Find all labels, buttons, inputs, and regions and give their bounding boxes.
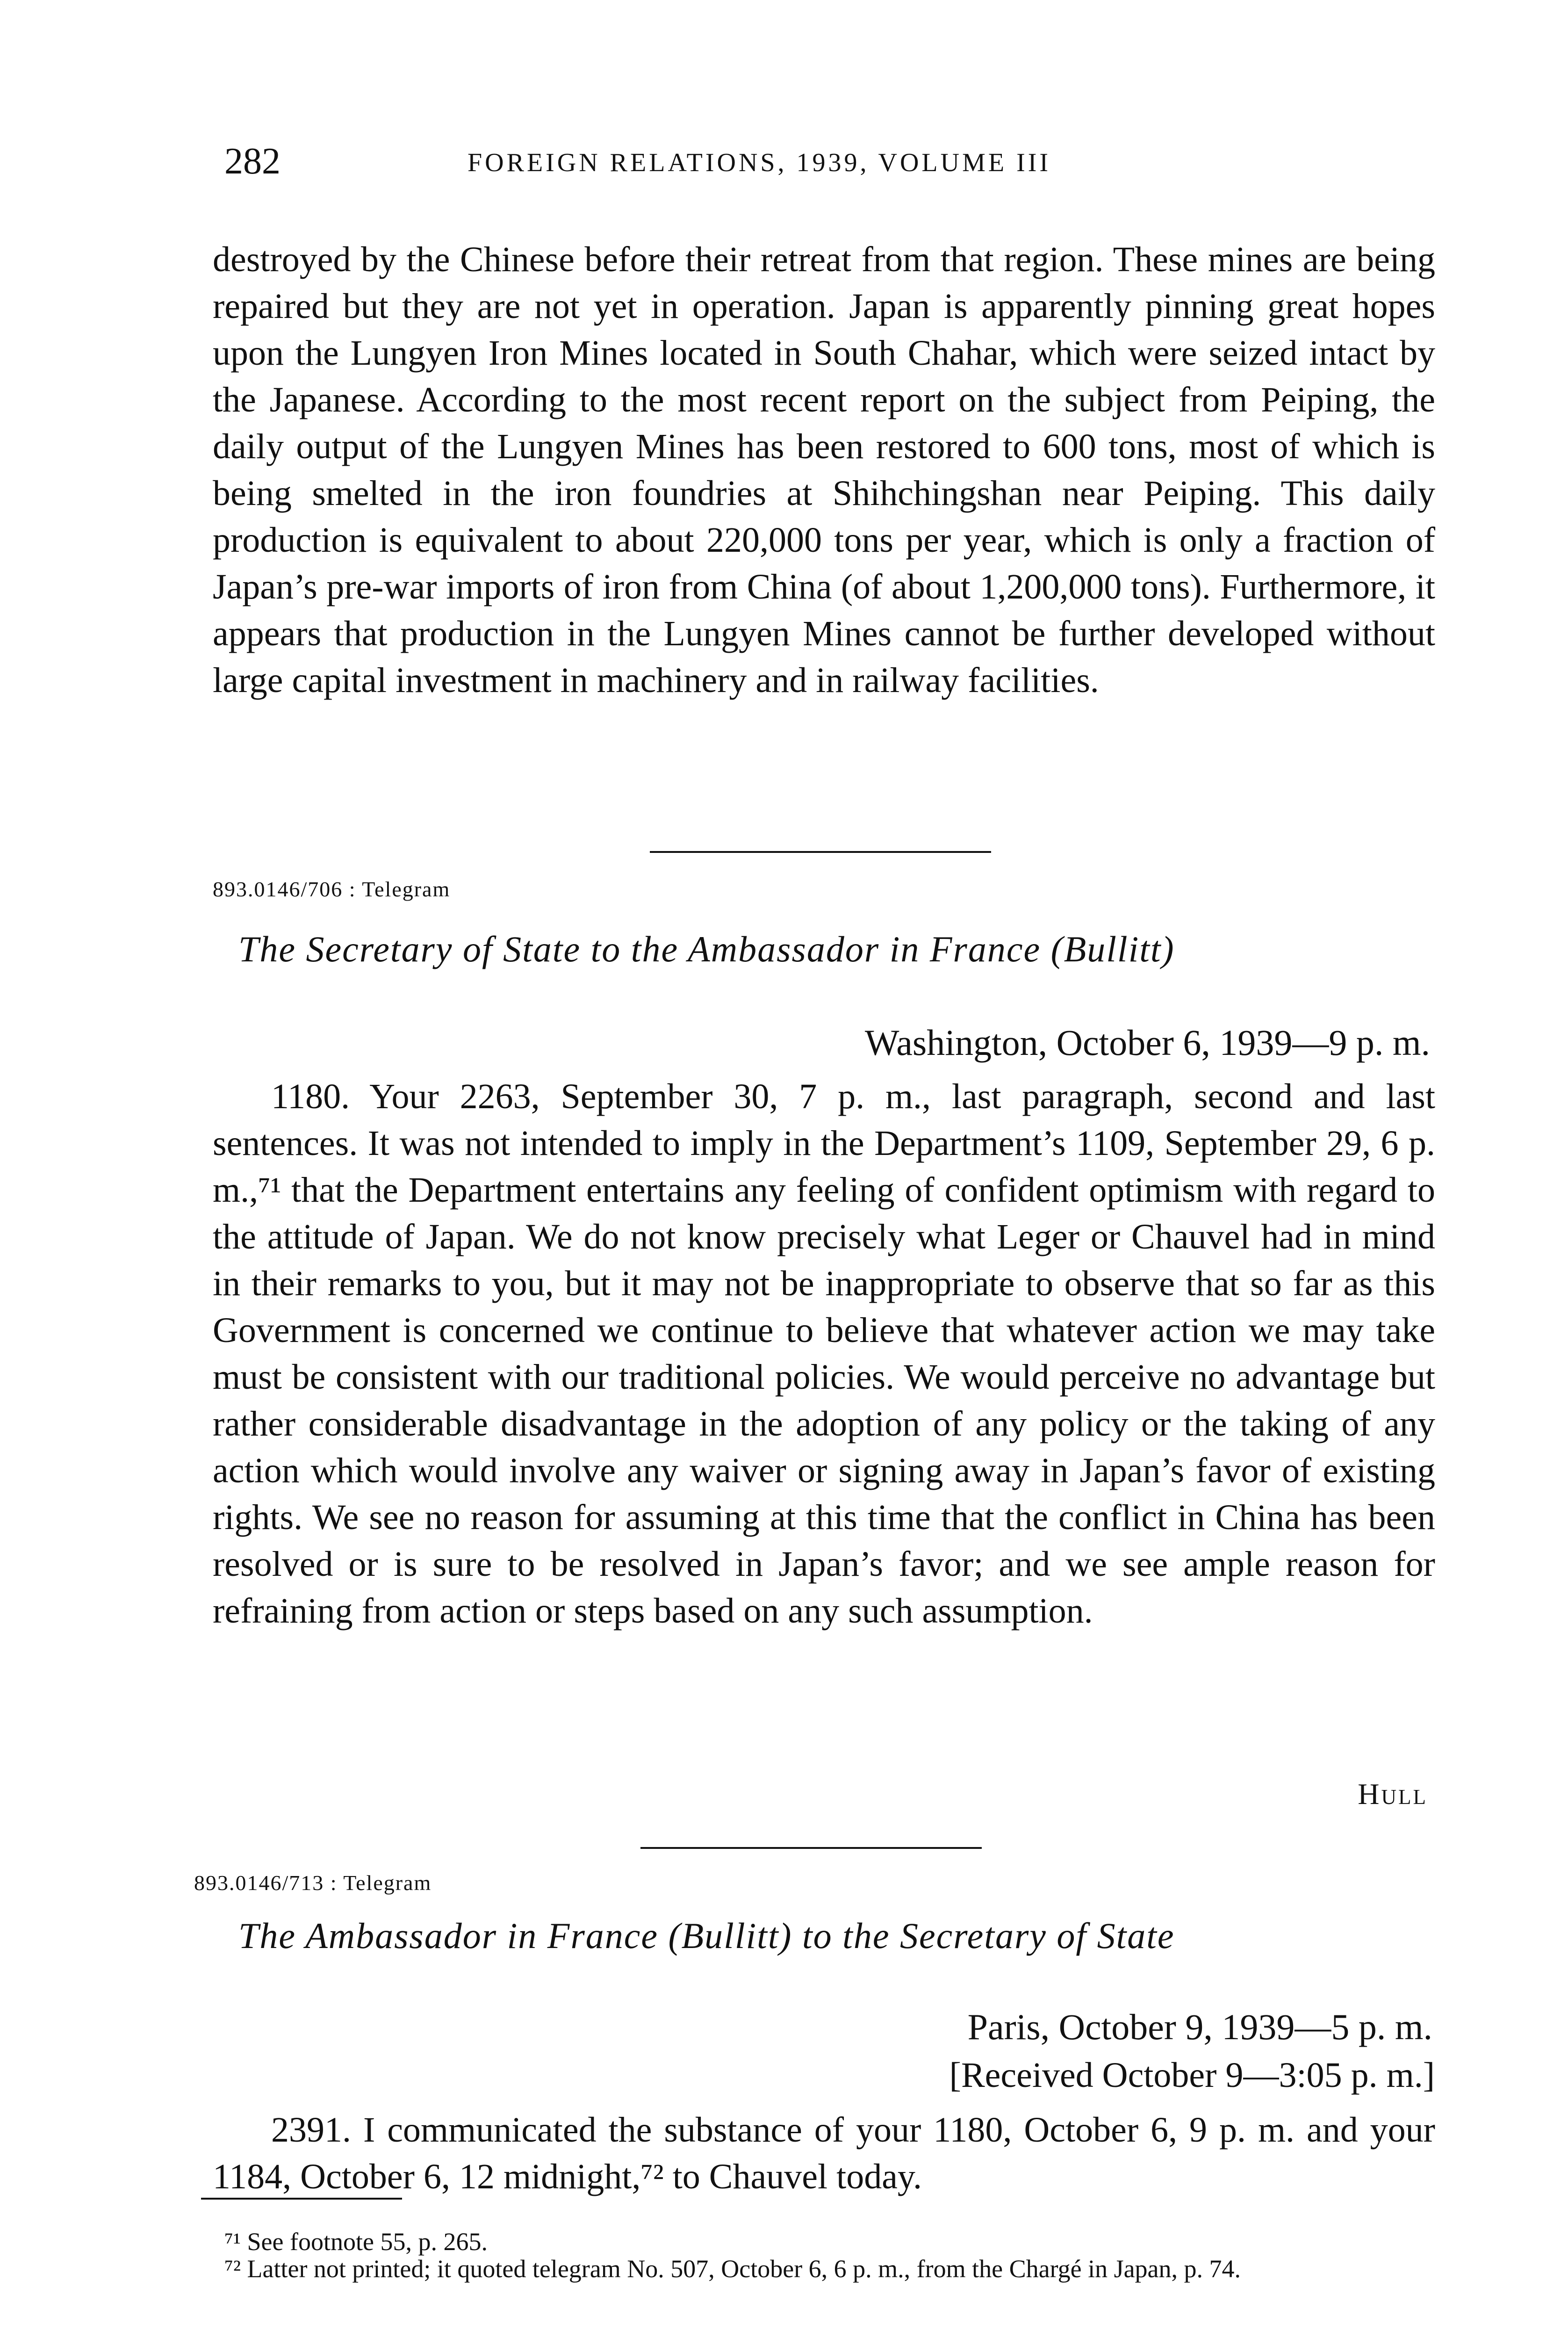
section-divider xyxy=(640,1847,982,1849)
telegram-body: 1180. Your 2263, September 30, 7 p. m., last paragraph, second and last sentences. It was not intended to imply in the Department’s 1109, September 29, 6 p. m.,⁷¹ that the Department entertains any feeling of confident optimism with regard to the attitude of Japan. We do not know precisely what Leger or Chauvel had in mind in their remarks to you, but it may not be inappropriate to observe that so far as this Government is concerned we continue to believe that whatever action we may take must be consistent with our traditional policies. We would perceive no advantage but rather considerable disadvantage in the adoption of any policy or the taking of any action which would involve any waiver or signing away in Japan’s favor of existing rights. We see no reason for assuming at this time that the conflict in China has been resolved or is sure to be resolved in Japan’s favor; and we see ample reason for refraining from action or steps based on any such assumption. xyxy=(213,1077,1435,1631)
page-number: 282 xyxy=(224,141,281,182)
footnote: ⁷¹ See footnote 55, p. 265. xyxy=(224,2228,488,2256)
footnote-divider xyxy=(201,2198,402,2200)
received-note: [Received October 9—3:05 p. m.] xyxy=(949,2056,1435,2095)
signature: Hull xyxy=(1358,1777,1428,1811)
footnotes xyxy=(206,2228,1431,2282)
running-head: FOREIGN RELATIONS, 1939, VOLUME III xyxy=(468,148,1051,177)
page-header xyxy=(224,136,1468,201)
continuation-paragraph: destroyed by the Chinese before their retreat from that region. These mines are being repaired but they are not yet in operation. Japan is apparently pinning great hopes upon the Lungyen Iron Mines located in South Chahar, which were seized intact by the Japanese. According to the most recent report on the subject from Peiping, the daily output of the Lungyen Mines has been restored to 600 tons, most of which is being smelted in the iron foundries at Shihchingshan near Peiping. This daily production is equivalent to about 220,000 tons per year, which is only a fraction of Japan’s pre-war imports of iron from China (of about 1,200,000 tons). Furthermore, it appears that production in the Lungyen Mines cannot be further developed without large capital investment in machinery and in railway facilities. xyxy=(213,240,1435,700)
dateline: Paris, October 9, 1939—5 p. m. xyxy=(967,2006,1432,2047)
file-reference: 893.0146/713 : Telegram xyxy=(194,1871,432,1895)
document-title: The Ambassador in France (Bullitt) to the Secretary of State xyxy=(238,1915,1175,1956)
dateline: Washington, October 6, 1939—9 p. m. xyxy=(864,1022,1430,1063)
telegram-body: 2391. I communicated the substance of your 1180, October 6, 9 p. m. and your 1184, October 6, 12 midnight,⁷² to Chauvel today. xyxy=(213,2110,1435,2196)
section-divider xyxy=(650,851,991,853)
file-reference: 893.0146/706 : Telegram xyxy=(213,877,451,901)
footnote: ⁷² Latter not printed; it quoted telegram No. 507, October 6, 6 p. m., from the Chargé in Japan, p. 74. xyxy=(224,2255,1241,2283)
document-title: The Secretary of State to the Ambassador in France (Bullitt) xyxy=(238,929,1175,969)
